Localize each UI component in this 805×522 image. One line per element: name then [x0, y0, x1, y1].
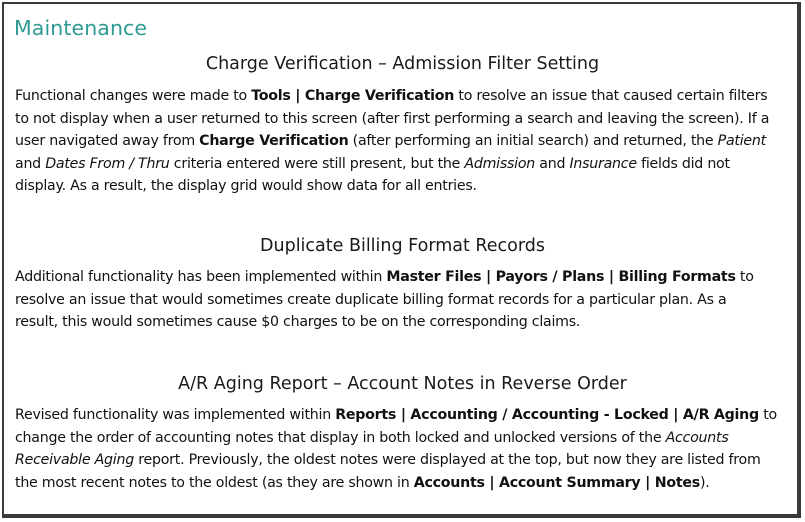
- body-text: report. Previously, the oldest notes were displayed at the top, but now they are listed from: [133, 452, 761, 468]
- paragraph-line: [15, 449, 805, 472]
- section-title-duplicate-billing: Duplicate Billing Format Records: [260, 236, 545, 256]
- body-text: Functional changes were made to: [15, 88, 252, 104]
- paragraph-line: [15, 289, 805, 312]
- body-text: resolve an issue that would sometimes create duplicate billing format records for a particular plan. As a: [15, 291, 727, 308]
- italic-text: Dates From / Thru: [45, 155, 170, 172]
- italic-text: Receivable Aging: [15, 452, 134, 468]
- body-text: and: [535, 155, 570, 172]
- section-title-ar-aging: A/R Aging Report – Account Notes in Reverse Order: [178, 374, 627, 394]
- body-text: Additional functionality has been implemented within: [15, 269, 387, 285]
- section-body-charge-verification: [15, 85, 805, 198]
- body-text: result, this would sometimes cause $0 charges to be on the corresponding claims.: [15, 314, 581, 330]
- paragraph-line: [15, 266, 805, 289]
- body-text: to: [735, 269, 754, 285]
- body-text: criteria entered were still present, but the: [169, 155, 465, 172]
- paragraph-line: [15, 472, 805, 495]
- body-text: change the order of accounting notes that display in both locked and unlocked versions of the: [15, 429, 666, 446]
- body-text: the most recent notes to the oldest (as they are shown in: [15, 474, 414, 491]
- body-text: (after performing an initial search) and returned, the: [348, 133, 718, 149]
- body-text: Revised functionality was implemented within: [15, 407, 336, 423]
- paragraph-line: [15, 404, 805, 427]
- bold-text: Accounts | Account Summary | Notes: [413, 474, 700, 491]
- paragraph-line: [15, 153, 805, 176]
- section-body-ar-aging: [15, 404, 805, 494]
- section-title-charge-verification: Charge Verification – Admission Filter Setting: [205, 54, 600, 74]
- body-text: user navigated away from: [15, 133, 200, 149]
- paragraph-line: [15, 175, 805, 198]
- body-text: ).: [699, 474, 710, 491]
- body-text: and: [15, 155, 46, 172]
- page-heading: Maintenance: [14, 16, 148, 40]
- body-text: display. As a result, the display grid would show data for all entries.: [15, 178, 477, 194]
- body-text: fields did not: [636, 155, 730, 172]
- italic-text: Patient: [717, 133, 766, 149]
- bold-text: Tools | Charge Verification: [251, 88, 455, 104]
- paragraph-line: [15, 427, 805, 450]
- frame-shadow-bottom: [2, 516, 801, 518]
- body-text: to: [758, 407, 777, 423]
- body-text: to resolve an issue that caused certain filters: [454, 88, 768, 104]
- paragraph-line: [15, 311, 805, 334]
- paragraph-line: [15, 108, 805, 131]
- italic-text: Admission: [464, 155, 535, 172]
- bold-text: Master Files | Payors / Plans | Billing Formats: [386, 269, 736, 285]
- paragraph-line: [15, 130, 805, 153]
- bold-text: Charge Verification: [199, 133, 349, 149]
- bold-text: Reports | Accounting / Accounting - Locked | A/R Aging: [335, 407, 759, 423]
- paragraph-line: [15, 85, 805, 108]
- body-text: to not display when a user returned to this screen (after first performing a search and leaving the screen). If a: [15, 110, 770, 127]
- italic-text: Insurance: [569, 155, 637, 172]
- italic-text: Accounts: [665, 429, 729, 446]
- section-body-duplicate-billing: [15, 266, 805, 334]
